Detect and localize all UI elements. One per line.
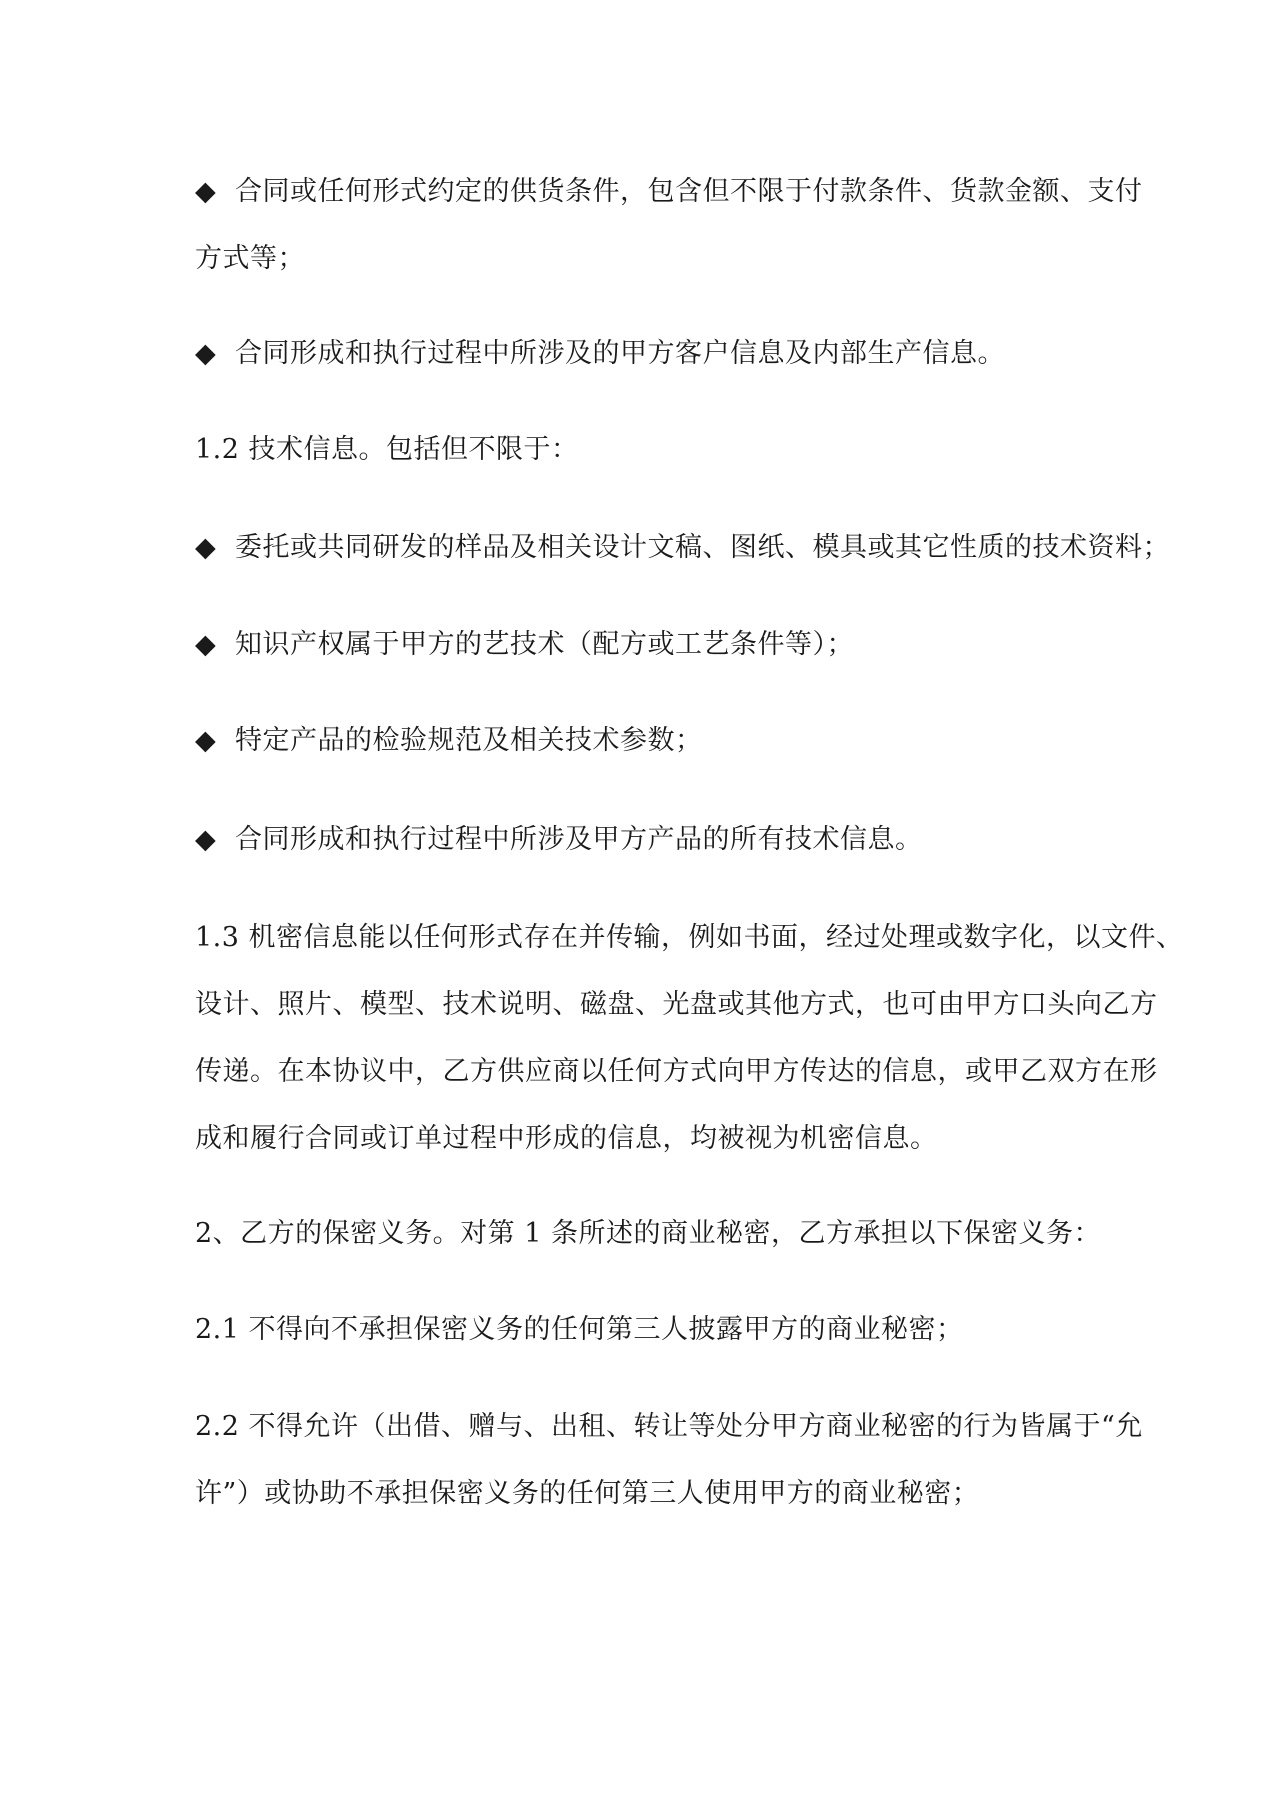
line-text: 合同或任何形式约定的供货条件，包含但不限于付款条件、货款金额、支付 bbox=[235, 176, 1143, 207]
diamond-bullet-icon: ◆ bbox=[195, 532, 217, 563]
diamond-bullet-icon: ◆ bbox=[195, 176, 217, 207]
line-text: 1.3 机密信息能以任何形式存在并传输，例如书面，经过处理或数字化，以文件、 bbox=[195, 922, 1184, 953]
paragraph-1-3-line bbox=[195, 920, 1184, 956]
line-text: 传递。在本协议中，乙方供应商以任何方式向甲方传达的信息，或甲乙双方在形 bbox=[195, 1056, 1158, 1087]
diamond-bullet-icon: ◆ bbox=[195, 824, 217, 855]
clause-2-2-line bbox=[195, 1476, 1095, 1512]
bullet-line-ip-technology bbox=[195, 627, 1095, 663]
bullet-line-customer-info bbox=[195, 336, 1095, 372]
bullet-line-product-tech-info bbox=[195, 822, 1095, 858]
line-text: 2、乙方的保密义务。对第 1 条所述的商业秘密，乙方承担以下保密义务： bbox=[195, 1218, 1102, 1249]
line-text: 特定产品的检验规范及相关技术参数； bbox=[235, 725, 703, 756]
line-text: 许”）或协助不承担保密义务的任何第三人使用甲方的商业秘密； bbox=[195, 1478, 980, 1509]
line-text: 知识产权属于甲方的艺技术（配方或工艺条件等）； bbox=[235, 629, 854, 660]
bullet-line-inspection-specs bbox=[195, 723, 1095, 759]
clause-2-2-line bbox=[195, 1409, 1143, 1445]
diamond-bullet-icon: ◆ bbox=[195, 338, 217, 369]
diamond-bullet-icon: ◆ bbox=[195, 725, 217, 756]
bullet-line-supply-terms bbox=[195, 174, 1143, 210]
line-text: 设计、照片、模型、技术说明、磁盘、光盘或其他方式，也可由甲方口头向乙方 bbox=[195, 989, 1158, 1020]
diamond-bullet-icon: ◆ bbox=[195, 629, 217, 660]
line-text: 1.2 技术信息。包括但不限于： bbox=[195, 434, 579, 465]
section-heading-2 bbox=[195, 1216, 1102, 1252]
line-text: 2.2 不得允许（出借、赠与、出租、转让等处分甲方商业秘密的行为皆属于“允 bbox=[195, 1411, 1143, 1442]
clause-2-1 bbox=[195, 1312, 1095, 1348]
paragraph-1-3-line bbox=[195, 1121, 1095, 1157]
paragraph-1-3-line bbox=[195, 1054, 1158, 1090]
section-heading-1-2 bbox=[195, 432, 1095, 468]
line-text: 委托或共同研发的样品及相关设计文稿、图纸、模具或其它性质的技术资料； bbox=[235, 532, 1170, 563]
line-text: 合同形成和执行过程中所涉及甲方产品的所有技术信息。 bbox=[235, 824, 923, 855]
text-line bbox=[195, 241, 1095, 277]
paragraph-1-3-line bbox=[195, 987, 1158, 1023]
line-text: 2.1 不得向不承担保密义务的任何第三人披露甲方的商业秘密； bbox=[195, 1314, 964, 1345]
line-text: 合同形成和执行过程中所涉及的甲方客户信息及内部生产信息。 bbox=[235, 338, 1005, 369]
line-text: 方式等； bbox=[195, 243, 305, 274]
bullet-line-design-docs bbox=[195, 530, 1170, 566]
line-text: 成和履行合同或订单过程中形成的信息，均被视为机密信息。 bbox=[195, 1123, 938, 1154]
